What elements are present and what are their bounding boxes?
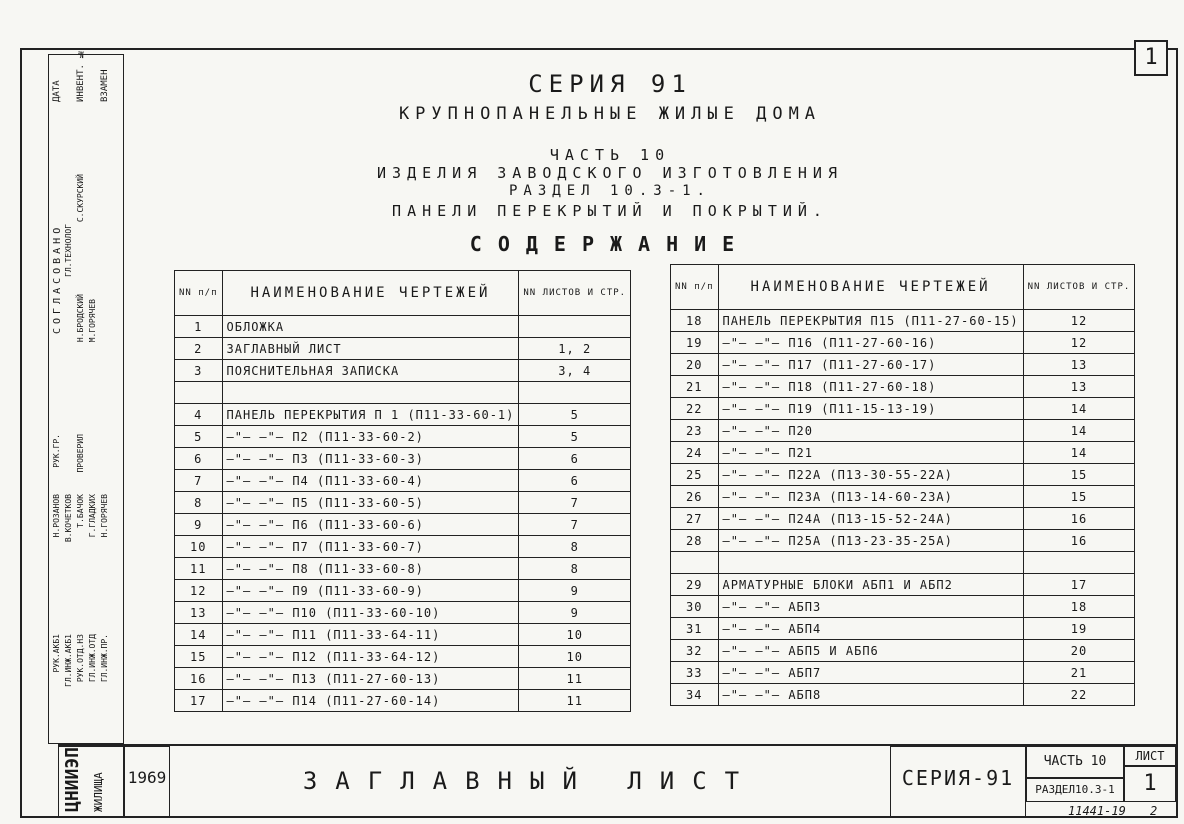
approval-side-block: [48, 48, 124, 744]
table-row: [175, 470, 631, 492]
stamp-part: ЧАСТЬ 10: [1026, 746, 1124, 778]
side-staff: Г.ГЛАДКИХ: [88, 494, 97, 538]
table-row: [671, 310, 1135, 332]
row-pages: 10: [519, 624, 631, 646]
row-name: —"— —"— П24А (П13-15-52-24А): [718, 508, 1023, 530]
table-row: [671, 530, 1135, 552]
contents-table-right: [670, 264, 1135, 706]
table-row: [671, 596, 1135, 618]
row-number: 3: [175, 360, 223, 382]
row-name: —"— —"— П16 (П11-27-60-16): [718, 332, 1023, 354]
row-pages: 6: [519, 470, 631, 492]
row-name: —"— —"— П25А (П13-23-35-25А): [718, 530, 1023, 552]
row-pages: 14: [1023, 398, 1135, 420]
row-number: 21: [671, 376, 719, 398]
part-title: ЧАСТЬ 10: [549, 146, 671, 164]
row-number: 2: [175, 338, 223, 360]
col-name-header: НАИМЕНОВАНИЕ ЧЕРТЕЖЕЙ: [222, 271, 519, 316]
row-name: ПОЯСНИТЕЛЬНАЯ ЗАПИСКА: [222, 360, 519, 382]
row-name: —"— —"— П11 (П11-33-64-11): [222, 624, 519, 646]
row-number: 1: [175, 316, 223, 338]
row-pages: 11: [519, 668, 631, 690]
row-pages: 12: [1023, 310, 1135, 332]
row-number: 15: [175, 646, 223, 668]
row-number: [671, 552, 719, 574]
row-pages: 17: [1023, 574, 1135, 596]
stamp-section: РАЗДЕЛ10.3-1: [1026, 778, 1124, 802]
row-number: 7: [175, 470, 223, 492]
row-number: 25: [671, 464, 719, 486]
row-pages: 7: [519, 514, 631, 536]
table-row: [671, 486, 1135, 508]
org-name: ЦНИИЭП: [62, 746, 83, 812]
side-date-label: ДАТА: [52, 80, 62, 102]
row-pages: 13: [1023, 354, 1135, 376]
table-row: [175, 624, 631, 646]
row-number: 16: [175, 668, 223, 690]
sheet-title: ЗАГЛАВНЫЙ ЛИСТ: [302, 767, 758, 795]
row-name: —"— —"— АБП5 И АБП6: [718, 640, 1023, 662]
row-pages: 9: [519, 580, 631, 602]
table-row: [671, 398, 1135, 420]
row-name: —"— —"— П13 (П11-27-60-13): [222, 668, 519, 690]
row-number: 6: [175, 448, 223, 470]
row-name: —"— —"— П10 (П11-33-60-10): [222, 602, 519, 624]
row-number: 10: [175, 536, 223, 558]
archive-page: 2: [1150, 804, 1158, 818]
row-name: [718, 552, 1023, 574]
row-pages: 22: [1023, 684, 1135, 706]
row-pages: 16: [1023, 530, 1135, 552]
table-row: [671, 574, 1135, 596]
table-row: [175, 316, 631, 338]
side-name: ПРОВЕРИЛ: [76, 434, 85, 473]
row-pages: 13: [1023, 376, 1135, 398]
table-row: [671, 640, 1135, 662]
row-name: —"— —"— АБП7: [718, 662, 1023, 684]
row-pages: 5: [519, 404, 631, 426]
table-row: [671, 552, 1135, 574]
table-row: [175, 668, 631, 690]
row-name: [222, 382, 519, 404]
row-pages: 14: [1023, 442, 1135, 464]
side-name: ГЛ.ТЕХНОЛОГ: [64, 224, 73, 277]
row-name: ЗАГЛАВНЫЙ ЛИСТ: [222, 338, 519, 360]
row-number: 14: [175, 624, 223, 646]
row-number: 28: [671, 530, 719, 552]
side-staff: Н.РОЗАНОВ: [52, 494, 61, 538]
table-row: [175, 338, 631, 360]
side-name: М.ГОРЯЧЕВ: [88, 299, 97, 343]
row-number: 26: [671, 486, 719, 508]
row-number: 27: [671, 508, 719, 530]
row-number: 23: [671, 420, 719, 442]
row-name: АРМАТУРНЫЕ БЛОКИ АБП1 И АБП2: [718, 574, 1023, 596]
row-name: —"— —"— П2 (П11-33-60-2): [222, 426, 519, 448]
row-pages: 1, 2: [519, 338, 631, 360]
row-name: —"— —"— П7 (П11-33-60-7): [222, 536, 519, 558]
table-row: [175, 558, 631, 580]
table-row: [175, 514, 631, 536]
panels-title: ПАНЕЛИ ПЕРЕКРЫТИЙ И ПОКРЫТИЙ.: [392, 202, 828, 220]
row-pages: 15: [1023, 486, 1135, 508]
row-pages: 7: [519, 492, 631, 514]
row-number: 13: [175, 602, 223, 624]
table-row: [671, 376, 1135, 398]
row-pages: 19: [1023, 618, 1135, 640]
side-name: Н.БРОДСКИЙ: [76, 294, 85, 343]
row-name: —"— —"— П17 (П11-27-60-17): [718, 354, 1023, 376]
side-role: РУК.ОТД.НЗ: [76, 634, 85, 683]
row-number: 17: [175, 690, 223, 712]
table-row: [175, 646, 631, 668]
row-pages: 11: [519, 690, 631, 712]
subtitle: КРУПНОПАНЕЛЬНЫЕ ЖИЛЫЕ ДОМА: [398, 104, 822, 124]
table-row: [671, 464, 1135, 486]
stamp-series: СЕРИЯ-91: [890, 746, 1026, 818]
table-row: [175, 690, 631, 712]
side-replace-label: ВЗАМЕН: [100, 69, 110, 102]
side-role: РУК.АКБ1: [52, 634, 61, 673]
row-pages: 16: [1023, 508, 1135, 530]
row-name: —"— —"— П3 (П11-33-60-3): [222, 448, 519, 470]
side-role: ГЛ.ИНЖ.АКБ1: [64, 634, 73, 687]
col-num-header: NN п/п: [671, 265, 719, 310]
table-row: [671, 508, 1135, 530]
table-row: [671, 442, 1135, 464]
row-number: 20: [671, 354, 719, 376]
row-pages: 8: [519, 558, 631, 580]
row-name: ПАНЕЛЬ ПЕРЕКРЫТИЯ П 1 (П11-33-60-1): [222, 404, 519, 426]
row-name: —"— —"— П14 (П11-27-60-14): [222, 690, 519, 712]
side-staff: В.КОЧЕТКОВ: [64, 494, 73, 543]
row-number: 34: [671, 684, 719, 706]
row-name: —"— —"— П22А (П13-30-55-22А): [718, 464, 1023, 486]
archive-number: 11441-19: [1068, 804, 1126, 818]
row-pages: 6: [519, 448, 631, 470]
table-row: [671, 420, 1135, 442]
side-name: РУК.ГР.: [52, 434, 61, 468]
table-row: [175, 382, 631, 404]
row-number: [175, 382, 223, 404]
col-pages-header: NN ЛИСТОВ И СТР.: [1023, 265, 1135, 310]
row-name: ОБЛОЖКА: [222, 316, 519, 338]
table-row: [175, 404, 631, 426]
row-name: —"— —"— П19 (П11-15-13-19): [718, 398, 1023, 420]
row-number: 24: [671, 442, 719, 464]
row-pages: 9: [519, 602, 631, 624]
stamp-sheet-label: ЛИСТ: [1124, 746, 1176, 766]
row-name: —"— —"— П21: [718, 442, 1023, 464]
table-row: [671, 684, 1135, 706]
row-name: —"— —"— П9 (П11-33-60-9): [222, 580, 519, 602]
table-row: [671, 354, 1135, 376]
row-name: —"— —"— П12 (П11-33-64-12): [222, 646, 519, 668]
row-pages: 14: [1023, 420, 1135, 442]
row-name: —"— —"— П8 (П11-33-60-8): [222, 558, 519, 580]
year: 1969: [124, 746, 170, 818]
row-pages: 20: [1023, 640, 1135, 662]
table-row: [175, 580, 631, 602]
row-number: 9: [175, 514, 223, 536]
table-row: [175, 426, 631, 448]
row-name: —"— —"— П18 (П11-27-60-18): [718, 376, 1023, 398]
title-stamp: [58, 744, 1176, 818]
table-row: [671, 618, 1135, 640]
table-row: [175, 492, 631, 514]
contents-table-left: [174, 270, 631, 712]
side-staff: Т.БАЧОК: [76, 494, 85, 528]
corner-sheet-number: 1: [1134, 40, 1168, 76]
row-number: 19: [671, 332, 719, 354]
products-title: ИЗДЕЛИЯ ЗАВОДСКОГО ИЗГОТОВЛЕНИЯ: [377, 164, 843, 182]
side-name: С.СКУРСКИЙ: [76, 174, 85, 223]
row-pages: 12: [1023, 332, 1135, 354]
row-name: —"— —"— П23А (П13-14-60-23А): [718, 486, 1023, 508]
row-name: —"— —"— П5 (П11-33-60-5): [222, 492, 519, 514]
table-row: [175, 360, 631, 382]
row-pages: [519, 382, 631, 404]
stamp-sheet-number: 1: [1124, 766, 1176, 802]
row-pages: 18: [1023, 596, 1135, 618]
row-name: —"— —"— АБП4: [718, 618, 1023, 640]
row-number: 32: [671, 640, 719, 662]
col-name-header: НАИМЕНОВАНИЕ ЧЕРТЕЖЕЙ: [718, 265, 1023, 310]
series-title: СЕРИЯ 91: [528, 70, 692, 98]
row-pages: [519, 316, 631, 338]
col-num-header: NN п/п: [175, 271, 223, 316]
side-staff: Н.ГОРЯЧЕВ: [100, 494, 109, 538]
row-number: 33: [671, 662, 719, 684]
table-row: [175, 448, 631, 470]
row-number: 18: [671, 310, 719, 332]
contents-heading: СОДЕРЖАНИЕ: [469, 232, 751, 256]
row-number: 30: [671, 596, 719, 618]
row-name: —"— —"— П6 (П11-33-60-6): [222, 514, 519, 536]
row-number: 12: [175, 580, 223, 602]
org-sub: ЖИЛИЩА: [92, 772, 105, 812]
row-number: 4: [175, 404, 223, 426]
row-name: —"— —"— АБП8: [718, 684, 1023, 706]
row-name: —"— —"— АБП3: [718, 596, 1023, 618]
side-inv-label: ИНВЕНТ. №: [76, 48, 86, 102]
side-role: ГЛ.ИНЖ.ОТД: [88, 634, 97, 683]
side-role: ГЛ.ИНЖ.ПР.: [100, 634, 109, 683]
table-row: [671, 662, 1135, 684]
row-name: —"— —"— П4 (П11-33-60-4): [222, 470, 519, 492]
col-pages-header: NN ЛИСТОВ И СТР.: [519, 271, 631, 316]
row-pages: 5: [519, 426, 631, 448]
row-pages: 10: [519, 646, 631, 668]
table-row: [175, 602, 631, 624]
row-pages: [1023, 552, 1135, 574]
table-row: [671, 332, 1135, 354]
section-title: РАЗДЕЛ 10.3-1.: [508, 183, 711, 199]
row-pages: 8: [519, 536, 631, 558]
row-number: 22: [671, 398, 719, 420]
row-number: 5: [175, 426, 223, 448]
table-row: [175, 536, 631, 558]
row-name: ПАНЕЛЬ ПЕРЕКРЫТИЯ П15 (П11-27-60-15): [718, 310, 1023, 332]
row-number: 11: [175, 558, 223, 580]
row-number: 29: [671, 574, 719, 596]
row-pages: 21: [1023, 662, 1135, 684]
row-number: 8: [175, 492, 223, 514]
row-pages: 3, 4: [519, 360, 631, 382]
row-pages: 15: [1023, 464, 1135, 486]
row-name: —"— —"— П20: [718, 420, 1023, 442]
row-number: 31: [671, 618, 719, 640]
side-agreed-label: СОГЛАСОВАНО: [52, 223, 63, 334]
